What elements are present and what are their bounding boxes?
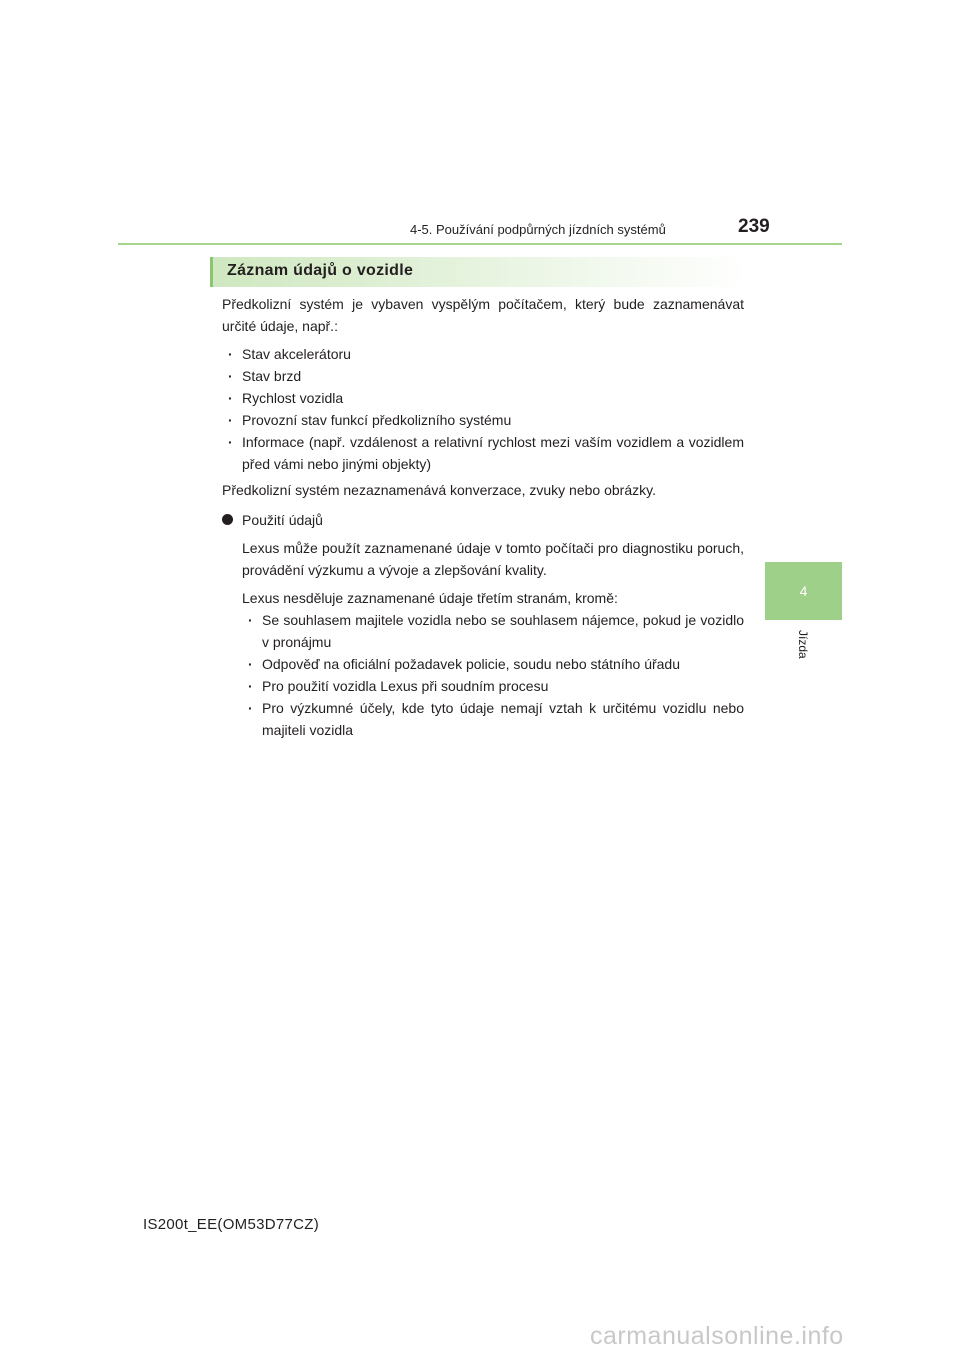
usage-subheading: [222, 509, 744, 531]
chapter-number: 4: [799, 583, 808, 599]
list-item: · Informace (např. vzdálenost a relativní rychlost mezi vaším vozidlem a vozidlem před vámi nebo jinými objekty): [222, 431, 744, 475]
section-heading: Záznam údajů o vozidle: [227, 262, 414, 279]
chapter-tab: [765, 562, 842, 620]
list-item: · Provozní stav funkcí předkolizního systému: [222, 409, 744, 431]
header-divider: [118, 243, 842, 245]
disclosure-list: [242, 609, 744, 741]
usage-heading-text: Použití údajů: [242, 512, 323, 528]
recorded-items-list: [222, 343, 744, 475]
list-item: · Odpověď na oficiální požadavek policie, soudu nebo státního úřadu: [242, 653, 744, 675]
list-item: · Pro výzkumné účely, kde tyto údaje nemají vztah k určitému vozidlu nebo majiteli vozidla: [242, 697, 744, 741]
bullet-dot-icon: [222, 514, 233, 525]
manual-code: IS200t_EE(OM53D77CZ): [143, 1216, 320, 1233]
usage-section: [222, 537, 744, 741]
body-content: [222, 293, 744, 745]
section-heading-bar: [210, 257, 750, 287]
list-item: · Se souhlasem majitele vozidla nebo se souhlasem nájemce, pokud je vozidlo v pronájmu: [242, 609, 744, 653]
page-number: 239: [738, 216, 770, 237]
usage-paragraph: Lexus může použít zaznamenané údaje v tomto počítači pro diagnostiku poruch, provádění výzkumu a vývoje a zlepšování kvality.: [242, 540, 744, 578]
not-recorded-paragraph: Předkolizní systém nezaznamenává konverzace, zvuky nebo obrázky.: [222, 482, 656, 498]
disclosure-intro: Lexus nesděluje zaznamenané údaje třetím stranám, kromě:: [242, 590, 618, 606]
intro-paragraph: Předkolizní systém je vybaven vyspělým počítačem, který bude zaznamenávat určité údaje, např.:: [222, 296, 744, 334]
list-item: · Stav brzd: [222, 365, 744, 387]
running-header-section-title: 4-5. Používání podpůrných jízdních systémů: [410, 222, 666, 237]
watermark: carmanualsonline.info: [590, 1322, 844, 1350]
list-item: · Pro použití vozidla Lexus při soudním procesu: [242, 675, 744, 697]
chapter-label: Jízda: [796, 630, 810, 659]
list-item: · Stav akcelerátoru: [222, 343, 744, 365]
list-item: · Rychlost vozidla: [222, 387, 744, 409]
